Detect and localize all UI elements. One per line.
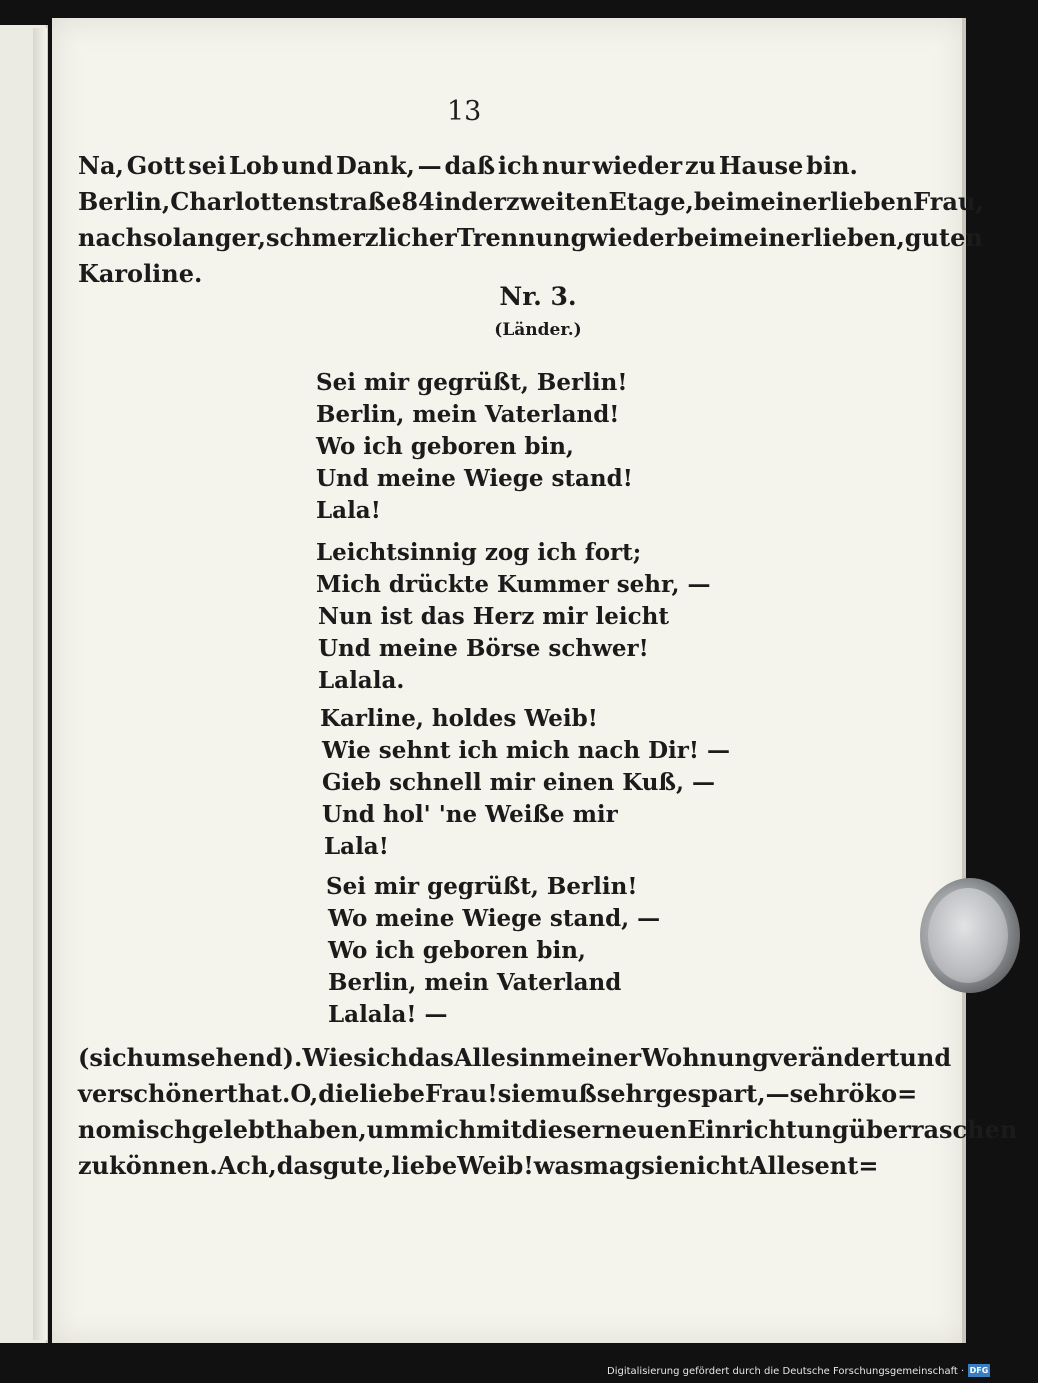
prose-word: — (765, 1079, 790, 1108)
prose-word: Frau! (424, 1079, 498, 1108)
prose-word: ich (497, 151, 540, 180)
prose-word: Weib! (457, 1151, 534, 1180)
prose-word: lieben (830, 187, 914, 216)
prose-word: Ach, (217, 1151, 277, 1180)
prose-word: liebe (359, 1079, 425, 1108)
prose-word: bin. (806, 151, 858, 180)
prose-word: Dank, (336, 151, 415, 180)
prose-word: können. (109, 1151, 218, 1180)
prose-word: Hause (718, 151, 804, 180)
prose-word: nur (541, 151, 590, 180)
verse-line: Karline, holdes Weib! (320, 705, 598, 732)
verse-line: Mich drückte Kummer sehr, — (316, 571, 711, 598)
prose-paragraph-bottom (78, 1040, 1018, 1184)
prose-word: verschönert (78, 1079, 238, 1108)
prose-word: liebe (391, 1151, 458, 1180)
prose-word: was (533, 1151, 584, 1180)
digitization-credit: Digitalisierung gefördert durch die Deutsche Forschungsgemeinschaft · (607, 1366, 965, 1377)
prose-word: O, (290, 1079, 319, 1108)
prose-word: Trennung (456, 223, 588, 252)
prose-word: gespart, (655, 1079, 766, 1108)
prose-word: 84 (401, 187, 435, 216)
prose-word: Alles (748, 1151, 815, 1180)
prose-word: daß (444, 151, 496, 180)
prose-word: mit (476, 1115, 522, 1144)
prose-word: langer, (172, 223, 267, 252)
prose-word: — (417, 151, 442, 180)
prose-word: nomisch (78, 1115, 192, 1144)
verse-line: Wo meine Wiege stand, — (328, 905, 661, 932)
verse-line: Gieb schnell mir einen Kuß, — (322, 769, 715, 796)
verse-line: Leichtsinnig zog ich fort; (316, 539, 642, 566)
prose-line (78, 1076, 918, 1112)
verse-line: Sei mir gegrüßt, Berlin! (326, 873, 638, 900)
prose-word: meiner (546, 1043, 642, 1072)
prose-word: Wohnung (641, 1043, 769, 1072)
prose-word: der (461, 187, 506, 216)
prose-word: bei (693, 187, 735, 216)
prose-word: sie (497, 1079, 536, 1108)
song-note: (Länder.) (494, 320, 582, 340)
prose-word: haben, (275, 1115, 367, 1144)
prose-word: hat. (237, 1079, 291, 1108)
prose-word: meiner (735, 187, 831, 216)
prose-word: verändert (768, 1043, 900, 1072)
prose-word: Gott (126, 151, 186, 180)
verse-line: Wo ich geboren bin, (316, 433, 574, 460)
prose-line (78, 1112, 1018, 1148)
prose-word: Karoline. (78, 259, 203, 288)
verse-line: Und hol' 'ne Weiße mir (322, 801, 618, 828)
prose-word: sei (188, 151, 227, 180)
prose-word: meiner (718, 223, 814, 252)
prose-word: wieder (592, 151, 683, 180)
prose-word: mich (409, 1115, 477, 1144)
prose-word: so (143, 223, 173, 252)
prose-word: Alles (453, 1043, 520, 1072)
prose-word: mag (583, 1151, 642, 1180)
prose-word: Etage, (608, 187, 694, 216)
prose-word: nicht (679, 1151, 749, 1180)
prose-word: und (899, 1043, 952, 1072)
prose-word: überraschen (848, 1115, 1018, 1144)
prose-line (78, 184, 984, 220)
prose-word: sich (353, 1043, 408, 1072)
prose-word: ent= (814, 1151, 879, 1180)
prose-word: die (318, 1079, 360, 1108)
prose-word: Wie (302, 1043, 354, 1072)
verse-line: Und meine Wiege stand! (316, 465, 633, 492)
prose-word: wieder (587, 223, 678, 252)
prose-word: gelebt (191, 1115, 276, 1144)
prose-word: öko= (848, 1079, 918, 1108)
prose-word: bei (677, 223, 719, 252)
prose-word: in (434, 187, 462, 216)
verse-line: Lala! (324, 833, 389, 860)
verse-line: Nun ist das Herz mir leicht (318, 603, 669, 630)
prose-word: Berlin, (78, 187, 171, 216)
prose-word: sie (641, 1151, 680, 1180)
prose-paragraph-top (78, 148, 984, 292)
verse-line: Berlin, mein Vaterland (328, 969, 622, 996)
prose-word: schmerzlicher (266, 223, 457, 252)
verse-line: Und meine Börse schwer! (318, 635, 649, 662)
prose-word: Frau, (913, 187, 984, 216)
prose-word: guten (904, 223, 983, 252)
prose-line (78, 148, 858, 184)
verse-line: Berlin, mein Vaterland! (316, 401, 620, 428)
prose-word: Na, (78, 151, 124, 180)
prose-word: um (366, 1115, 410, 1144)
prose-word: muß (535, 1079, 597, 1108)
prose-word: umsehend). (144, 1043, 303, 1072)
prose-line (78, 1040, 952, 1076)
prose-word: und (281, 151, 334, 180)
prose-word: sehr (789, 1079, 849, 1108)
dfg-logo: DFG (969, 1366, 989, 1375)
prose-word: dieser (521, 1115, 605, 1144)
verse-line: Lalala. (318, 667, 405, 694)
prose-word: Lob (228, 151, 279, 180)
page-number: 13 (447, 96, 482, 127)
prose-line (78, 1148, 879, 1184)
prose-word: Einrichtung (687, 1115, 849, 1144)
verse-line: Wie sehnt ich mich nach Dir! — (322, 737, 731, 764)
prose-word: zu (78, 1151, 110, 1180)
verse-line: Wo ich geboren bin, (328, 937, 586, 964)
prose-word: das (407, 1043, 454, 1072)
verse-line: Lalala! — (328, 1001, 448, 1028)
book-gutter (33, 28, 47, 1340)
prose-word: in (519, 1043, 547, 1072)
prose-word: lieben, (813, 223, 905, 252)
verse-line: Lala! (316, 497, 381, 524)
prose-word: zweiten (506, 187, 609, 216)
prose-word: neuen (604, 1115, 688, 1144)
prose-word: nach (78, 223, 144, 252)
prose-word: gute, (322, 1151, 392, 1180)
prose-word: das (276, 1151, 323, 1180)
prose-word: (sich (78, 1043, 145, 1072)
prose-line (78, 220, 983, 256)
prose-word: Charlottenstraße (170, 187, 402, 216)
prose-word: sehr (596, 1079, 656, 1108)
song-title: Nr. 3. (499, 282, 577, 311)
verse-line: Sei mir gegrüßt, Berlin! (316, 369, 628, 396)
scanner-thumb-highlight (928, 888, 1008, 983)
prose-word: zu (684, 151, 717, 180)
